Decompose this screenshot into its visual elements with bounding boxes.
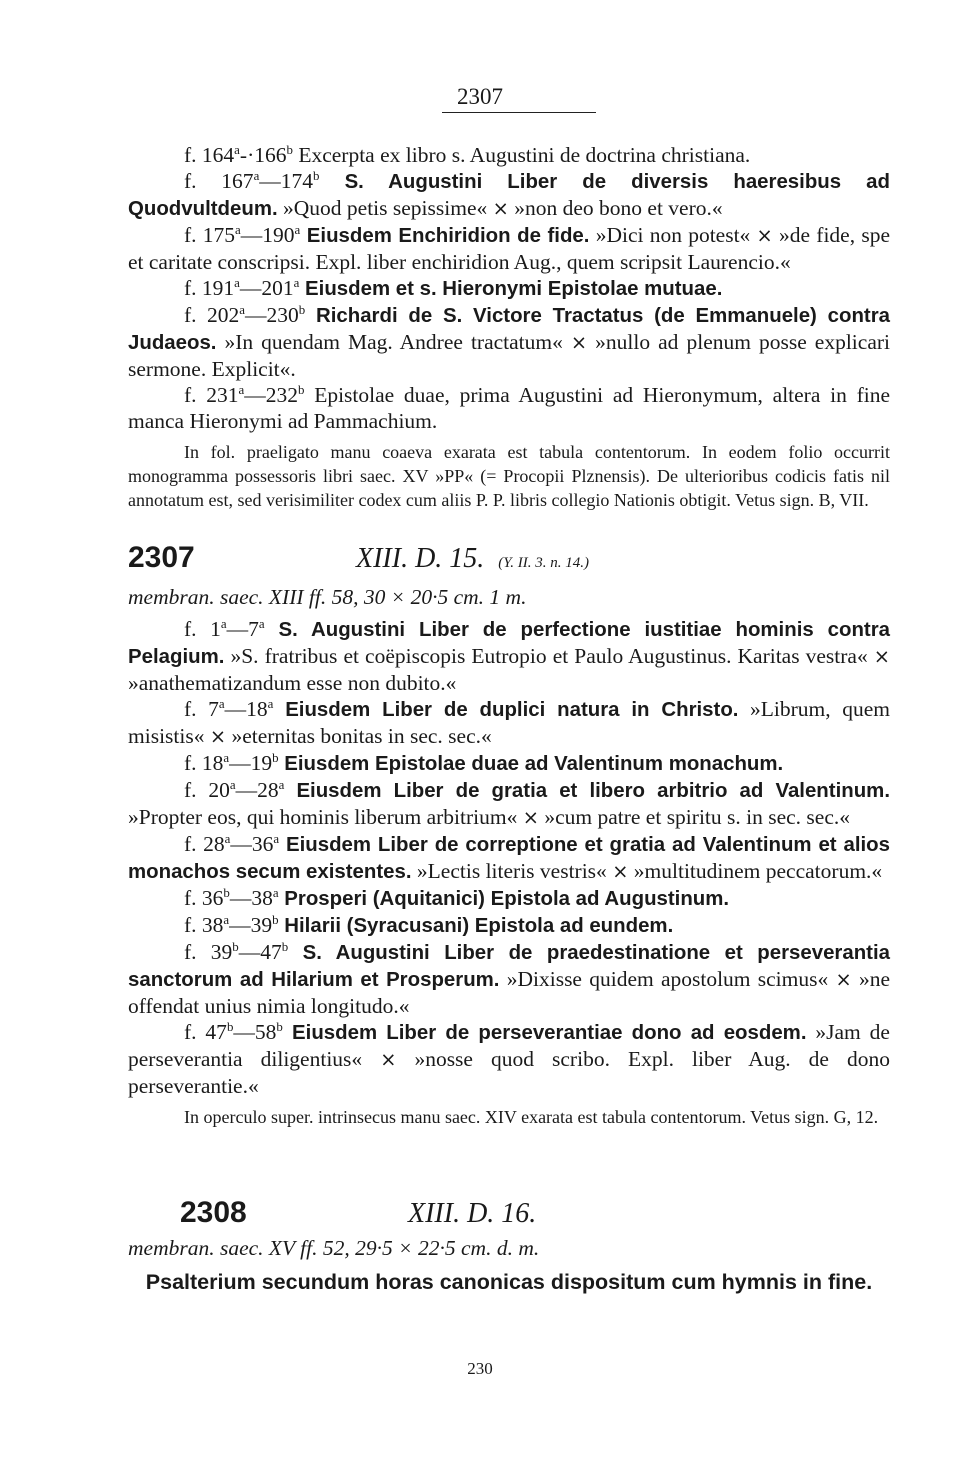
entry: f. 191$^a$—201$^a$ Eiusdem et s. Hieronymi Epistolae mutuae. [184, 275, 723, 300]
entry: f. 36$^b$—38$^a$ Prosperi (Aquitanici) Epistola ad Augustinum. [184, 885, 730, 910]
entry: f. 28$^a$—36$^a$ Eiusdem Liber de correptione et gratia ad Valentinum et alios monachos secum existentes. »Lectis literis vestris« × »multitudinem peccatorum.« [128, 831, 890, 883]
entry: f. 39$^b$—47$^b$ S. Augustini Liber de praedestinatione et perseverantia sanctorum ad Hilarium et Prosperum. »Dixisse quidem apostolum scimus« × »ne offendat unius nimia longitudo.« [128, 939, 891, 1018]
folio-number: 230 [467, 1359, 493, 1378]
manuscript-heading [128, 1196, 890, 1229]
provenance-note: In fol. praeligato manu coaeva exarata est tabula contentorum. In eodem folio occurrit monogramma possessoris libri saec. XV »PP« (= Procopii Plznensis). De ulterioribus codicis fatis nil annotatum est, sed verisimiliter codex cum aliis P. P. libris collegio Nationis obtigit. Vetus sign. B, VII. [128, 442, 890, 510]
manuscript-number: 2308 [180, 1196, 247, 1229]
provenance-note: In operculo super. intrinsecus manu saec. XIV exarata est tabula contentorum. Vetus sign. G, 12. [184, 1107, 879, 1127]
entry: f. 202$^a$—230$^b$ Richardi de S. Victore Tractatus (de Emmanuele) contra Judaeos. »In quendam Mag. Andree tractatum« × »nullo ad plenum posse explicari sermone. Explicit«. [128, 302, 890, 381]
entry: f. 231$^a$—232$^b$ Epistolae duae, prima Augustini ad Hieronymum, altera in fine manca Hieronymi ad Pammachium. [128, 382, 890, 433]
entry: f. 1$^a$—7$^a$ S. Augustini Liber de perfectione iustitiae hominis contra Pelagium. »S. fratribus et coëpiscopis Eutropio et Paulo Augustinus. Karitas vestra« × »anathematizandum esse non dubito.« [128, 616, 890, 695]
header-rule [442, 112, 596, 113]
entry: f. $164^a-\cdot 166^b$ Excerpta ex libro s. Augustini de doctrina christiana. [184, 142, 751, 167]
manuscript-heading [128, 541, 890, 576]
physical-description: membran. saec. XIII ff. 58, 30 × 20·5 cm. 1 m. [128, 585, 527, 609]
physical-description: membran. saec. XV ff. 52, 29·5 × 22·5 cm. d. m. [128, 1236, 540, 1260]
manuscript-number: 2307 [128, 541, 195, 574]
old-shelfmark: (Y. II. 3. n. 14.) [498, 555, 589, 571]
entry: f. 18$^a$—19$^b$ Eiusdem Epistolae duae ad Valentinum monachum. [184, 750, 784, 775]
running-head: 2307 [457, 84, 503, 109]
shelfmark: XIII. D. 15. [356, 543, 485, 574]
shelfmark: XIII. D. 16. [408, 1198, 537, 1229]
entry: f. 47$^b$—58$^b$ Eiusdem Liber de perseverantiae dono ad eosdem. »Jam de perseverantia diligentius« × »nosse quod scribo. Expl. liber Aug. de dono perseverantie.« [128, 1019, 890, 1098]
entry: f. 175$^a$—190$^a$ Eiusdem Enchiridion de fide. »Dici non potest« × »de fide, spe et caritate conscripsi. Expl. liber enchiridion Aug., quem scripsit Laurencio.« [128, 222, 890, 274]
entry: f. 38$^a$—39$^b$ Hilarii (Syracusani) Epistola ad eundem. [184, 912, 674, 937]
contents-title: Psalterium secundum horas canonicas dispositum cum hymnis in fine. [145, 1270, 873, 1294]
entry: f. 20$^a$—28$^a$ Eiusdem Liber de gratia et libero arbitrio ad Valentinum. »Propter eos, qui hominis liberum arbitrium« × »cum patre et spiritu s. in sec. sec.« [128, 777, 890, 829]
manuscript-2307 [128, 541, 891, 1129]
prev-entries [128, 142, 890, 512]
manuscript-2308 [128, 1196, 890, 1295]
entry: f. 7$^a$—18$^a$ Eiusdem Liber de duplici natura in Christo. »Librum, quem misistis« × »eternitas bonitas in sec. sec.« [128, 696, 890, 748]
entry: f. 167$^a$—174$^b$ S. Augustini Liber de diversis haeresibus ad Quodvultdeum. »Quod petis sepissime« × »non deo bono et vero.« [128, 168, 890, 220]
